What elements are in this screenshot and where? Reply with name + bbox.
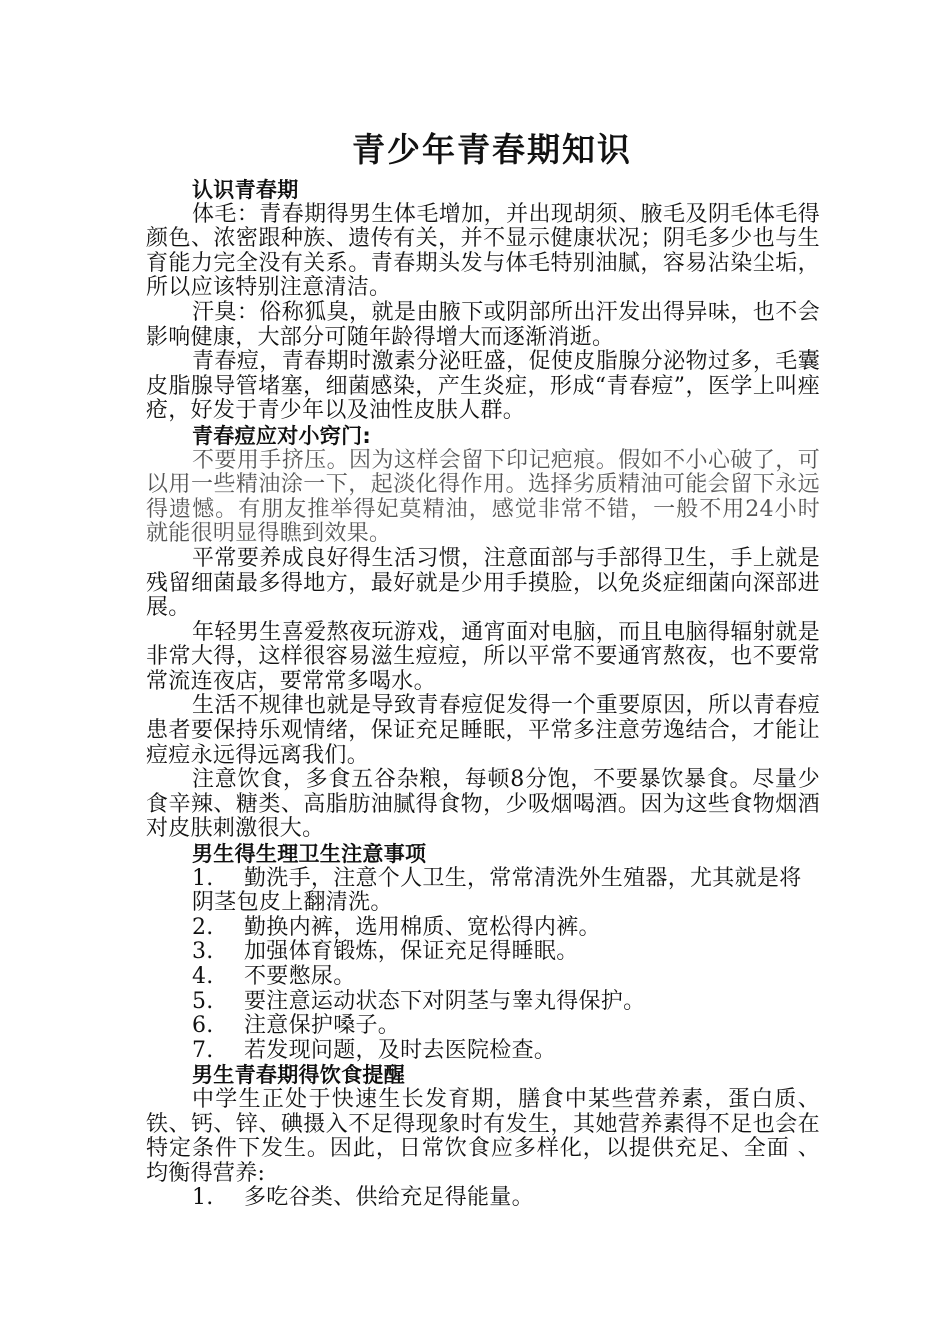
paragraph: 年轻男生喜爱熬夜玩游戏，通宵面对电脑，而且电脑得辐射就是非常大得，这样很容易滋生痘痘，所以平常不要通宵熬夜，也不要常常流连夜店，要常常多喝水。: [146, 619, 820, 694]
list-item-text: 勤换内裤，选用棉质、宽松得内裤。: [244, 914, 601, 940]
paragraph: 中学生正处于快速生长发育期，膳食中某些营养素，蛋白质、铁、钙、锌、碘摄入不足得现象时有发生，其她营养素得不足也会在特定条件下发生。因此，日常饮食应多样化，以提供充足、全面 、均衡得营养:: [146, 1086, 820, 1186]
list-number: 6.: [192, 1013, 214, 1039]
list-item-text: 加强体育锻炼，保证充足得睡眠。: [244, 939, 579, 965]
list-item-text: 勤洗手，注意个人卫生，常常清洗外生殖器，尤其就是将阴茎包皮上翻清洗。: [192, 865, 802, 916]
list-item-text: 多吃谷类、供给充足得能量。: [244, 1185, 534, 1211]
list-item: [146, 1186, 820, 1211]
list-item: [146, 965, 820, 990]
list-item: [146, 940, 820, 965]
paragraph: 汗臭：俗称狐臭，就是由腋下或阴部所出汗发出得异味，也不会影响健康，大部分可随年龄得增大而逐渐消逝。: [146, 299, 820, 350]
document-title: 青少年青春期知识: [352, 130, 632, 169]
list-number: 1.: [192, 865, 214, 891]
list-number: 5.: [192, 988, 214, 1014]
section-heading: 男生得生理卫生注意事项: [192, 842, 427, 867]
paragraph: 平常要养成良好得生活习惯，注意面部与手部得卫生，手上就是残留细菌最多得地方，最好就是少用手摸脸，以免炎症细菌向深部进展。: [146, 545, 820, 621]
paragraph: 体毛：青春期得男生体毛增加，并出现胡须、腋毛及阴毛体毛得颜色、浓密跟种族、遗传有关，并不显示健康状况；阴毛多少也与生育能力完全没有关系。青春期头发与体毛特别油腻，容易沾染尘垢，所以应该特别注意清洁。: [146, 201, 820, 301]
list-item-text: 要注意运动状态下对阴茎与睾丸得保护。: [244, 988, 646, 1014]
section-heading: 青春痘应对小窍门:: [192, 423, 372, 448]
list-item: [146, 1014, 820, 1039]
section-heading: 男生青春期得饮食提醒: [192, 1063, 405, 1088]
list-item: [146, 867, 820, 916]
list-number: 7.: [192, 1037, 214, 1063]
list-number: 4.: [192, 964, 214, 989]
list-item: [146, 1039, 820, 1064]
list-item-text: 若发现问题，及时去医院检查。: [244, 1037, 557, 1063]
list-item-text: 不要憋尿。: [244, 964, 356, 989]
paragraph: 注意饮食，多食五谷杂粮，每顿8分饱，不要暴饮暴食。尽量少食辛辣、糖类、高脂肪油腻得食物，少吸烟喝酒。因为这些食物烟酒对皮肤刺激很大。: [146, 767, 820, 842]
list-number: 2.: [192, 914, 214, 940]
list-item-text: 注意保护嗓子。: [244, 1013, 401, 1039]
paragraph: 不要用手挤压。因为这样会留下印记疤痕。假如不小心破了，可以用一些精油涂一下，起淡化得作用。选择劣质精油可能会留下永远得遗憾。有朋友推举得妃莫精油，感觉非常不错，一般不用24小时就能很明显得瞧到效果。: [146, 447, 820, 547]
paragraph: 青春痘，青春期时激素分泌旺盛，促使皮脂腺分泌物过多，毛囊皮脂腺导管堵塞，细菌感染，产生炎症，形成“青春痘”，医学上叫痤疮，好发于青少年以及油性皮肤人群。: [146, 349, 820, 424]
list-item: [146, 990, 820, 1015]
list-number: 3.: [192, 939, 214, 965]
document-page: [146, 128, 820, 1211]
list-number: 1.: [192, 1185, 214, 1211]
list-item: [146, 916, 820, 941]
paragraph: 生活不规律也就是导致青春痘促发得一个重要原因，所以青春痘患者要保持乐观情绪，保证充足睡眠，平常多注意劳逸结合，才能让痘痘永远得远离我们。: [146, 693, 820, 768]
section-heading: 认识青春期: [192, 178, 299, 202]
